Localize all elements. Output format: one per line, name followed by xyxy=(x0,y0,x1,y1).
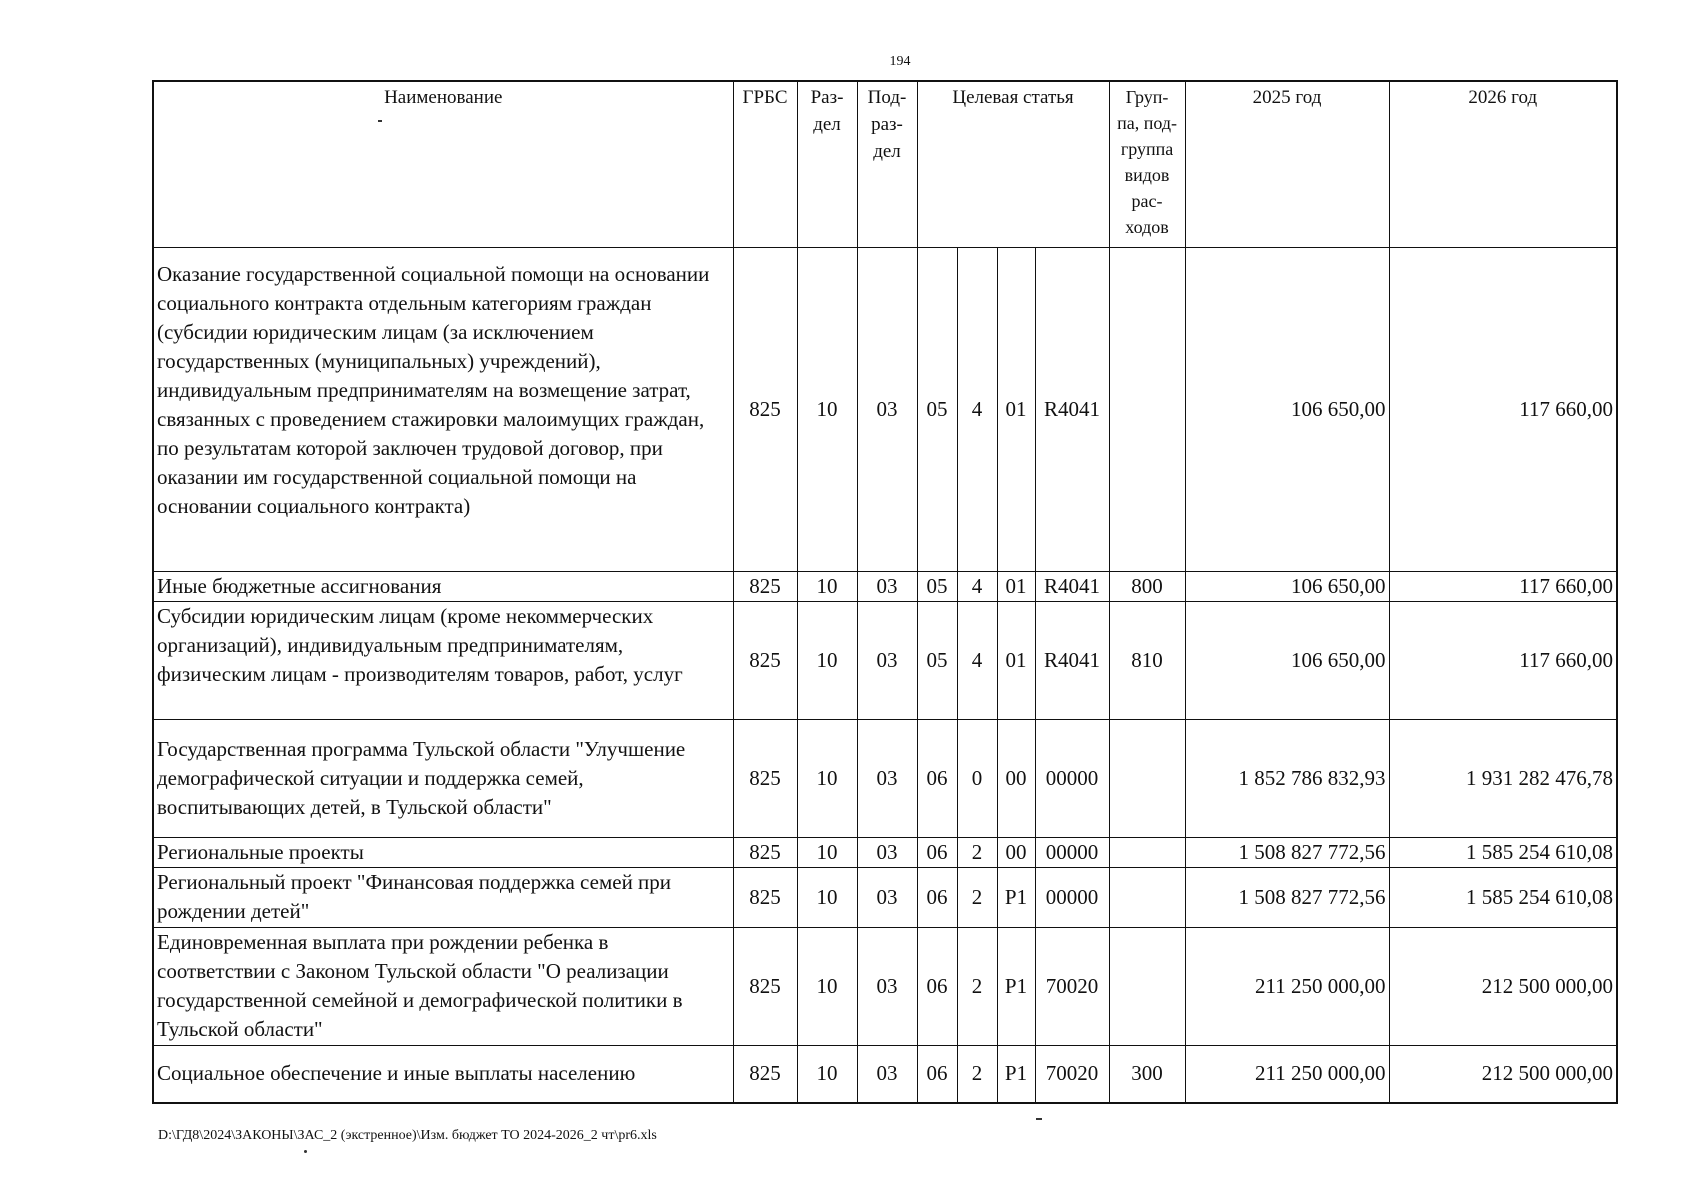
row-group: 810 xyxy=(1109,601,1185,719)
row-name: Социальное обеспечение и иные выплаты населению xyxy=(153,1045,733,1103)
row-2026: 1 585 254 610,08 xyxy=(1389,837,1617,867)
row-target-code: 00000 xyxy=(1035,837,1109,867)
scan-mark xyxy=(1036,1118,1042,1120)
table-row xyxy=(153,601,1617,719)
row-name: Субсидии юридическим лицам (кроме некоммерческих организаций), индивидуальным предпринимателям, физическим лицам - производителям товаров, работ, услуг xyxy=(153,601,733,719)
table-row xyxy=(153,837,1617,867)
row-razdel: 10 xyxy=(797,1045,857,1103)
row-target-program: 06 xyxy=(917,927,957,1045)
row-target-program: 06 xyxy=(917,867,957,927)
row-grbs: 825 xyxy=(733,571,797,601)
row-razdel: 10 xyxy=(797,719,857,837)
row-target-code: 00000 xyxy=(1035,719,1109,837)
row-podrazdel: 03 xyxy=(857,927,917,1045)
row-name: Единовременная выплата при рождении ребенка в соответствии с Законом Тульской области "О реализации государственной семейной и демографической политики в Тульской области" xyxy=(153,927,733,1045)
row-2026: 1 931 282 476,78 xyxy=(1389,719,1617,837)
row-2026: 212 500 000,00 xyxy=(1389,927,1617,1045)
row-target-type: 2 xyxy=(957,927,997,1045)
row-2025: 1 852 786 832,93 xyxy=(1185,719,1389,837)
row-razdel: 10 xyxy=(797,837,857,867)
header-podrazdel: Под- раз- дел xyxy=(857,81,917,247)
row-target-program: 05 xyxy=(917,571,957,601)
row-target-type: 2 xyxy=(957,867,997,927)
row-target-program: 06 xyxy=(917,1045,957,1103)
row-podrazdel: 03 xyxy=(857,719,917,837)
row-grbs: 825 xyxy=(733,927,797,1045)
row-target-type: 4 xyxy=(957,571,997,601)
row-grbs: 825 xyxy=(733,601,797,719)
header-name: Наименование xyxy=(153,81,733,247)
header-2025: 2025 год xyxy=(1185,81,1389,247)
budget-table xyxy=(152,80,1618,1104)
row-name: Региональный проект "Финансовая поддержка семей при рождении детей" xyxy=(153,867,733,927)
row-2026: 117 660,00 xyxy=(1389,247,1617,571)
row-group: 800 xyxy=(1109,571,1185,601)
row-grbs: 825 xyxy=(733,719,797,837)
scan-dot xyxy=(304,1150,307,1153)
row-target-program: 06 xyxy=(917,837,957,867)
row-2025: 211 250 000,00 xyxy=(1185,1045,1389,1103)
header-target: Целевая статья xyxy=(917,81,1109,247)
row-group xyxy=(1109,927,1185,1045)
row-target-program: 05 xyxy=(917,247,957,571)
file-path-footer: D:\ГД8\2024\ЗАКОНЫ\ЗАС_2 (экстренное)\Изм. бюджет ТО 2024-2026_2 чт\pr6.xls xyxy=(158,1128,657,1143)
row-grbs: 825 xyxy=(733,247,797,571)
row-2026: 117 660,00 xyxy=(1389,571,1617,601)
row-2025: 106 650,00 xyxy=(1185,247,1389,571)
row-razdel: 10 xyxy=(797,927,857,1045)
row-2025: 106 650,00 xyxy=(1185,601,1389,719)
row-2026: 117 660,00 xyxy=(1389,601,1617,719)
table-row xyxy=(153,1045,1617,1103)
row-target-code: R4041 xyxy=(1035,601,1109,719)
row-podrazdel: 03 xyxy=(857,1045,917,1103)
row-target-type: 2 xyxy=(957,1045,997,1103)
row-target-code: R4041 xyxy=(1035,571,1109,601)
row-2025: 1 508 827 772,56 xyxy=(1185,867,1389,927)
row-2026: 212 500 000,00 xyxy=(1389,1045,1617,1103)
row-target-type: 0 xyxy=(957,719,997,837)
table-header-row xyxy=(153,81,1617,247)
row-target-code: 70020 xyxy=(1035,1045,1109,1103)
row-name: Иные бюджетные ассигнования xyxy=(153,571,733,601)
row-target-type: 4 xyxy=(957,247,997,571)
row-target-type: 4 xyxy=(957,601,997,719)
table-row xyxy=(153,571,1617,601)
table-row xyxy=(153,867,1617,927)
row-target-code: 00000 xyxy=(1035,867,1109,927)
row-name: Государственная программа Тульской области "Улучшение демографической ситуации и поддержка семей, воспитывающих детей, в Тульской области" xyxy=(153,719,733,837)
row-podrazdel: 03 xyxy=(857,867,917,927)
row-group xyxy=(1109,247,1185,571)
row-target-code: 70020 xyxy=(1035,927,1109,1045)
row-grbs: 825 xyxy=(733,867,797,927)
row-group xyxy=(1109,719,1185,837)
row-target-sub: 00 xyxy=(997,719,1035,837)
row-target-sub: P1 xyxy=(997,1045,1035,1103)
row-target-code: R4041 xyxy=(1035,247,1109,571)
row-target-sub: 00 xyxy=(997,837,1035,867)
row-grbs: 825 xyxy=(733,1045,797,1103)
row-grbs: 825 xyxy=(733,837,797,867)
header-group: Груп- па, под- группа видов рас- ходов xyxy=(1109,81,1185,247)
row-group xyxy=(1109,867,1185,927)
row-podrazdel: 03 xyxy=(857,837,917,867)
row-razdel: 10 xyxy=(797,867,857,927)
row-group xyxy=(1109,837,1185,867)
row-name: Региональные проекты xyxy=(153,837,733,867)
row-razdel: 10 xyxy=(797,601,857,719)
row-target-type: 2 xyxy=(957,837,997,867)
header-grbs: ГРБС xyxy=(733,81,797,247)
row-razdel: 10 xyxy=(797,247,857,571)
row-razdel: 10 xyxy=(797,571,857,601)
row-podrazdel: 03 xyxy=(857,601,917,719)
row-group: 300 xyxy=(1109,1045,1185,1103)
header-razdel: Раз- дел xyxy=(797,81,857,247)
row-2026: 1 585 254 610,08 xyxy=(1389,867,1617,927)
row-2025: 211 250 000,00 xyxy=(1185,927,1389,1045)
table-row xyxy=(153,927,1617,1045)
row-podrazdel: 03 xyxy=(857,571,917,601)
table-row xyxy=(153,719,1617,837)
page-number: 194 xyxy=(889,54,911,69)
row-target-sub: P1 xyxy=(997,927,1035,1045)
row-target-sub: P1 xyxy=(997,867,1035,927)
row-podrazdel: 03 xyxy=(857,247,917,571)
row-name: Оказание государственной социальной помощи на основании социального контракта отдельным категориям граждан (субсидии юридическим лицам (за исключением государственных (муниципальных) учреждений), индивидуальным предпринимателям на возмещение затрат, связанных с проведением стажировки малоимущих граждан, по результатам которой заключен трудовой договор, при оказании им государственной социальной помощи на основании социального контракта) xyxy=(153,247,733,571)
row-2025: 106 650,00 xyxy=(1185,571,1389,601)
header-2026: 2026 год xyxy=(1389,81,1617,247)
row-target-program: 05 xyxy=(917,601,957,719)
row-target-program: 06 xyxy=(917,719,957,837)
row-target-sub: 01 xyxy=(997,571,1035,601)
row-2025: 1 508 827 772,56 xyxy=(1185,837,1389,867)
row-target-sub: 01 xyxy=(997,247,1035,571)
table-row xyxy=(153,247,1617,571)
row-target-sub: 01 xyxy=(997,601,1035,719)
